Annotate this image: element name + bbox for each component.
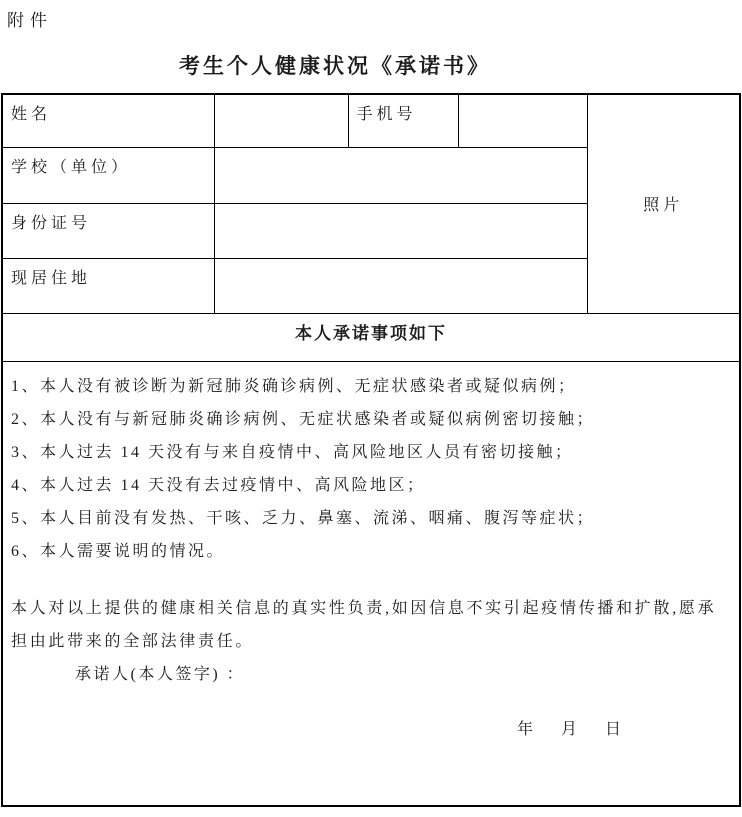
date-year-label[interactable]: 年 xyxy=(516,720,533,738)
table-row xyxy=(2,313,740,361)
list-item: 5、本人目前没有发热、干咳、乏力、鼻塞、流涕、咽痛、腹泻等症状； xyxy=(11,509,596,527)
list-item: 1、本人没有被诊断为新冠肺炎确诊病例、无症状感染者或疑似病例； xyxy=(11,377,577,395)
list-item: 6、本人需要说明的情况。 xyxy=(11,542,226,560)
school-label: 学校（单位） xyxy=(2,147,214,203)
id-number-field[interactable] xyxy=(214,203,587,258)
list-item: 4、本人过去 14 天没有去过疫情中、高风险地区； xyxy=(11,476,426,494)
table-row xyxy=(2,94,740,147)
phone-label: 手机号 xyxy=(348,94,458,147)
name-field[interactable] xyxy=(214,94,348,147)
commitment-header: 本人承诺事项如下 xyxy=(2,313,740,361)
page-title: 考生个人健康状况《承诺书》 xyxy=(179,54,491,78)
id-number-label: 身份证号 xyxy=(2,203,214,258)
date-line xyxy=(11,722,733,738)
commitment-list xyxy=(11,370,733,568)
commitment-body xyxy=(2,361,740,806)
table-row xyxy=(2,361,740,806)
phone-field[interactable] xyxy=(458,94,587,147)
photo-box[interactable]: 照片 xyxy=(587,94,740,313)
date-month-label[interactable]: 月 xyxy=(560,720,577,738)
list-item: 3、本人过去 14 天没有与来自疫情中、高风险地区人员有密切接触； xyxy=(11,443,574,461)
list-item: 2、本人没有与新冠肺炎确诊病例、无症状感染者或疑似病例密切接触； xyxy=(11,410,596,428)
school-field[interactable] xyxy=(214,147,587,203)
name-label: 姓名 xyxy=(2,94,214,147)
declaration-text: 本人对以上提供的健康相关信息的真实性负责,如因信息不实引起疫情传播和扩散,愿承担由此带来的全部法律责任。 xyxy=(11,599,717,650)
residence-field[interactable] xyxy=(214,258,587,313)
date-day-label[interactable]: 日 xyxy=(604,720,621,738)
attachment-label: 附件 xyxy=(7,11,53,30)
health-form-table xyxy=(1,93,741,807)
signature-label[interactable]: 承诺人(本人签字) ： xyxy=(75,665,246,683)
residence-label: 现居住地 xyxy=(2,258,214,313)
